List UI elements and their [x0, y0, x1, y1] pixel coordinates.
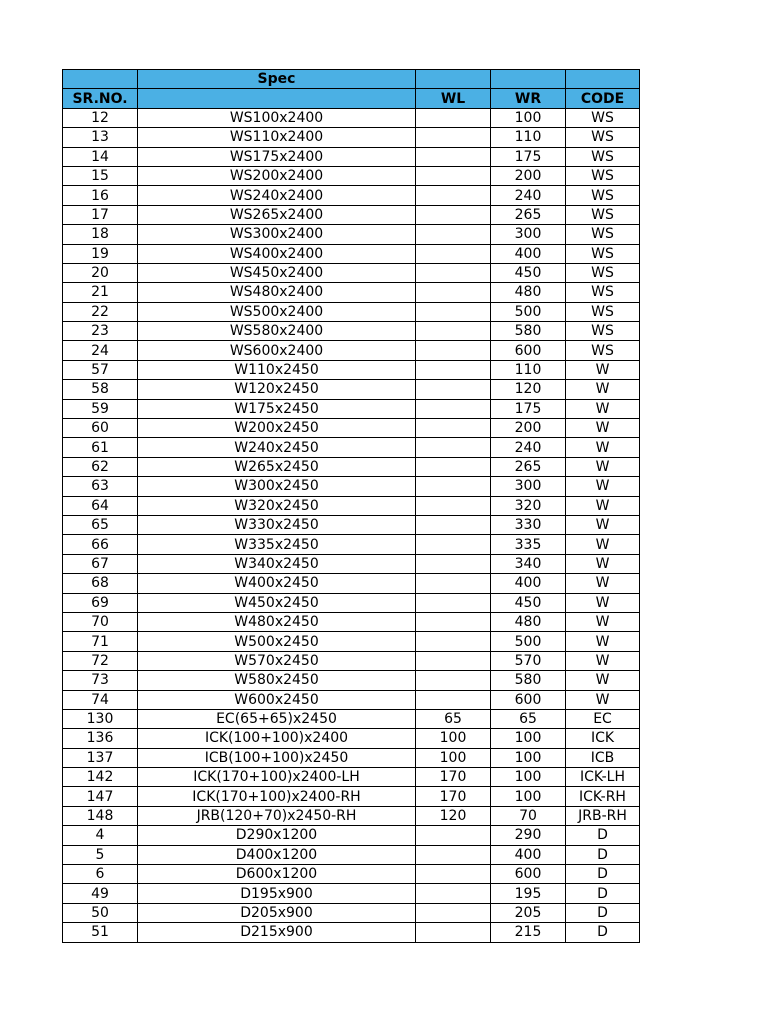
header-cell-sr-no[interactable]: SR.NO. [63, 89, 138, 108]
cell-wr[interactable]: 570 [491, 651, 566, 670]
cell-sr-no[interactable]: 73 [63, 671, 138, 690]
cell-code[interactable]: D [566, 923, 640, 942]
cell-wr[interactable]: 335 [491, 535, 566, 554]
cell-sr-no[interactable]: 71 [63, 632, 138, 651]
table-row [63, 419, 640, 438]
cell-sr-no[interactable]: 6 [63, 865, 138, 884]
header-cell[interactable] [491, 70, 566, 89]
cell-spec[interactable]: D400x1200 [138, 845, 416, 864]
table-row [63, 903, 640, 922]
cell-spec[interactable]: ICB(100+100)x2450 [138, 748, 416, 767]
cell-wr[interactable]: 100 [491, 787, 566, 806]
cell-wl[interactable] [416, 671, 491, 690]
table-row [63, 166, 640, 185]
cell-wr[interactable]: 265 [491, 457, 566, 476]
cell-wl[interactable] [416, 341, 491, 360]
cell-spec[interactable]: W110x2450 [138, 360, 416, 379]
cell-code[interactable]: D [566, 903, 640, 922]
cell-wr[interactable]: 580 [491, 671, 566, 690]
cell-wl[interactable] [416, 457, 491, 476]
table-header [63, 70, 640, 109]
cell-wl[interactable] [416, 690, 491, 709]
cell-code[interactable]: WS [566, 186, 640, 205]
table-row [63, 205, 640, 224]
cell-code[interactable]: WS [566, 322, 640, 341]
cell-sr-no[interactable]: 24 [63, 341, 138, 360]
cell-wl[interactable] [416, 632, 491, 651]
cell-wr[interactable]: 240 [491, 438, 566, 457]
cell-wr[interactable]: 400 [491, 244, 566, 263]
cell-spec[interactable]: D290x1200 [138, 826, 416, 845]
cell-code[interactable]: WS [566, 302, 640, 321]
cell-spec[interactable]: WS400x2400 [138, 244, 416, 263]
cell-code[interactable]: W [566, 419, 640, 438]
cell-spec[interactable]: ICK(170+100)x2400-LH [138, 768, 416, 787]
cell-wr[interactable]: 500 [491, 632, 566, 651]
cell-wl[interactable] [416, 574, 491, 593]
table-row [63, 554, 640, 573]
cell-wr[interactable]: 400 [491, 574, 566, 593]
cell-wr[interactable]: 450 [491, 263, 566, 282]
cell-wl[interactable] [416, 593, 491, 612]
table-row [63, 360, 640, 379]
cell-code[interactable]: W [566, 360, 640, 379]
cell-wr[interactable]: 100 [491, 768, 566, 787]
cell-code[interactable]: D [566, 826, 640, 845]
table-row [63, 651, 640, 670]
cell-wl[interactable] [416, 438, 491, 457]
cell-wl[interactable] [416, 263, 491, 282]
cell-spec[interactable]: W480x2450 [138, 612, 416, 631]
table-row [63, 768, 640, 787]
cell-sr-no[interactable]: 50 [63, 903, 138, 922]
cell-wr[interactable]: 110 [491, 128, 566, 147]
cell-wr[interactable]: 300 [491, 225, 566, 244]
cell-wl[interactable] [416, 515, 491, 534]
cell-wl[interactable] [416, 477, 491, 496]
cell-sr-no[interactable]: 21 [63, 283, 138, 302]
cell-wr[interactable]: 175 [491, 399, 566, 418]
cell-code[interactable]: D [566, 845, 640, 864]
table-row [63, 574, 640, 593]
header-cell[interactable] [566, 70, 640, 89]
table-row [63, 826, 640, 845]
cell-code[interactable]: W [566, 496, 640, 515]
cell-code[interactable]: ICB [566, 748, 640, 767]
cell-wr[interactable]: 500 [491, 302, 566, 321]
cell-sr-no[interactable]: 16 [63, 186, 138, 205]
cell-spec[interactable]: D215x900 [138, 923, 416, 942]
header-cell-spec[interactable]: Spec [138, 70, 416, 89]
cell-spec[interactable]: W330x2450 [138, 515, 416, 534]
cell-wl[interactable]: 65 [416, 709, 491, 728]
cell-sr-no[interactable]: 64 [63, 496, 138, 515]
cell-spec[interactable]: D205x900 [138, 903, 416, 922]
table-body [63, 108, 640, 942]
cell-spec[interactable]: WS240x2400 [138, 186, 416, 205]
cell-wl[interactable] [416, 554, 491, 573]
cell-wr[interactable]: 600 [491, 690, 566, 709]
header-cell[interactable] [63, 70, 138, 89]
cell-code[interactable]: D [566, 884, 640, 903]
cell-wl[interactable] [416, 845, 491, 864]
cell-wr[interactable]: 240 [491, 186, 566, 205]
cell-sr-no[interactable]: 51 [63, 923, 138, 942]
cell-wr[interactable]: 480 [491, 612, 566, 631]
cell-wl[interactable]: 100 [416, 729, 491, 748]
cell-code[interactable]: ICK-RH [566, 787, 640, 806]
cell-wr[interactable]: 100 [491, 748, 566, 767]
cell-spec[interactable]: W265x2450 [138, 457, 416, 476]
cell-wl[interactable] [416, 399, 491, 418]
cell-spec[interactable]: W200x2450 [138, 419, 416, 438]
table-row [63, 671, 640, 690]
cell-spec[interactable]: W500x2450 [138, 632, 416, 651]
table-row [63, 244, 640, 263]
cell-sr-no[interactable]: 66 [63, 535, 138, 554]
cell-sr-no[interactable]: 19 [63, 244, 138, 263]
cell-code[interactable]: WS [566, 128, 640, 147]
cell-spec[interactable]: WS110x2400 [138, 128, 416, 147]
cell-wr[interactable]: 110 [491, 360, 566, 379]
cell-sr-no[interactable]: 12 [63, 108, 138, 127]
cell-sr-no[interactable]: 136 [63, 729, 138, 748]
table-row [63, 147, 640, 166]
cell-code[interactable]: W [566, 690, 640, 709]
cell-wl[interactable] [416, 651, 491, 670]
cell-spec[interactable]: W175x2450 [138, 399, 416, 418]
cell-code[interactable]: WS [566, 225, 640, 244]
table-row [63, 593, 640, 612]
cell-wr[interactable]: 320 [491, 496, 566, 515]
table-row [63, 748, 640, 767]
table-row [63, 225, 640, 244]
cell-code[interactable]: W [566, 535, 640, 554]
cell-spec[interactable]: W300x2450 [138, 477, 416, 496]
cell-wr[interactable]: 600 [491, 865, 566, 884]
cell-code[interactable]: W [566, 632, 640, 651]
cell-wr[interactable]: 200 [491, 419, 566, 438]
cell-code[interactable]: W [566, 671, 640, 690]
table-row [63, 515, 640, 534]
cell-spec[interactable]: WS265x2400 [138, 205, 416, 224]
table-row [63, 709, 640, 728]
cell-sr-no[interactable]: 70 [63, 612, 138, 631]
cell-code[interactable]: W [566, 574, 640, 593]
table-row [63, 186, 640, 205]
table-row [63, 612, 640, 631]
cell-spec[interactable]: WS480x2400 [138, 283, 416, 302]
cell-sr-no[interactable]: 63 [63, 477, 138, 496]
cell-sr-no[interactable]: 69 [63, 593, 138, 612]
cell-sr-no[interactable]: 17 [63, 205, 138, 224]
cell-wr[interactable]: 330 [491, 515, 566, 534]
cell-spec[interactable]: WS175x2400 [138, 147, 416, 166]
table-row [63, 806, 640, 825]
cell-spec[interactable]: WS500x2400 [138, 302, 416, 321]
cell-wl[interactable] [416, 535, 491, 554]
cell-sr-no[interactable]: 62 [63, 457, 138, 476]
cell-spec[interactable]: W580x2450 [138, 671, 416, 690]
cell-spec[interactable]: W335x2450 [138, 535, 416, 554]
cell-spec[interactable]: W570x2450 [138, 651, 416, 670]
cell-wl[interactable]: 170 [416, 787, 491, 806]
cell-spec[interactable]: D600x1200 [138, 865, 416, 884]
cell-code[interactable]: W [566, 612, 640, 631]
cell-spec[interactable]: W120x2450 [138, 380, 416, 399]
cell-wl[interactable] [416, 225, 491, 244]
cell-wr[interactable]: 100 [491, 729, 566, 748]
cell-sr-no[interactable]: 14 [63, 147, 138, 166]
table-row [63, 399, 640, 418]
table-row [63, 496, 640, 515]
table-row [63, 108, 640, 127]
cell-code[interactable]: WS [566, 283, 640, 302]
cell-code[interactable]: WS [566, 263, 640, 282]
table-row [63, 128, 640, 147]
cell-spec[interactable]: ICK(100+100)x2400 [138, 729, 416, 748]
cell-wl[interactable]: 170 [416, 768, 491, 787]
cell-sr-no[interactable]: 67 [63, 554, 138, 573]
header-cell-code[interactable]: CODE [566, 89, 640, 108]
cell-wr[interactable]: 450 [491, 593, 566, 612]
cell-code[interactable]: WS [566, 108, 640, 127]
table-row [63, 632, 640, 651]
cell-spec[interactable]: ICK(170+100)x2400-RH [138, 787, 416, 806]
cell-wl[interactable] [416, 496, 491, 515]
cell-sr-no[interactable]: 74 [63, 690, 138, 709]
cell-wl[interactable] [416, 419, 491, 438]
cell-code[interactable]: W [566, 399, 640, 418]
cell-wl[interactable] [416, 283, 491, 302]
header-row-1 [63, 70, 640, 89]
cell-sr-no[interactable]: 20 [63, 263, 138, 282]
cell-spec[interactable]: WS580x2400 [138, 322, 416, 341]
table-row [63, 787, 640, 806]
cell-sr-no[interactable]: 49 [63, 884, 138, 903]
cell-sr-no[interactable]: 60 [63, 419, 138, 438]
cell-sr-no[interactable]: 57 [63, 360, 138, 379]
table-row [63, 457, 640, 476]
cell-code[interactable]: JRB-RH [566, 806, 640, 825]
cell-sr-no[interactable]: 147 [63, 787, 138, 806]
cell-wr[interactable]: 175 [491, 147, 566, 166]
cell-sr-no[interactable]: 4 [63, 826, 138, 845]
cell-code[interactable]: W [566, 438, 640, 457]
cell-wl[interactable] [416, 884, 491, 903]
cell-sr-no[interactable]: 22 [63, 302, 138, 321]
cell-wl[interactable] [416, 903, 491, 922]
header-cell-wr[interactable]: WR [491, 89, 566, 108]
cell-code[interactable]: ICK [566, 729, 640, 748]
header-cell-wl[interactable]: WL [416, 89, 491, 108]
cell-sr-no[interactable]: 59 [63, 399, 138, 418]
cell-wr[interactable]: 215 [491, 923, 566, 942]
table-row [63, 302, 640, 321]
cell-code[interactable]: W [566, 477, 640, 496]
cell-wr[interactable]: 480 [491, 283, 566, 302]
cell-wr[interactable]: 200 [491, 166, 566, 185]
header-row-2 [63, 89, 640, 108]
cell-wr[interactable]: 70 [491, 806, 566, 825]
cell-sr-no[interactable]: 65 [63, 515, 138, 534]
table-row [63, 380, 640, 399]
cell-spec[interactable]: WS100x2400 [138, 108, 416, 127]
table-row [63, 729, 640, 748]
table-row [63, 341, 640, 360]
cell-wl[interactable] [416, 380, 491, 399]
cell-spec[interactable]: WS300x2400 [138, 225, 416, 244]
cell-sr-no[interactable]: 15 [63, 166, 138, 185]
cell-code[interactable]: W [566, 554, 640, 573]
cell-code[interactable]: WS [566, 205, 640, 224]
cell-code[interactable]: WS [566, 166, 640, 185]
spec-table [62, 69, 640, 943]
cell-sr-no[interactable]: 5 [63, 845, 138, 864]
cell-wl[interactable] [416, 612, 491, 631]
cell-code[interactable]: ICK-LH [566, 768, 640, 787]
cell-wr[interactable]: 65 [491, 709, 566, 728]
cell-wr[interactable]: 300 [491, 477, 566, 496]
cell-wl[interactable] [416, 865, 491, 884]
cell-code[interactable]: W [566, 593, 640, 612]
cell-sr-no[interactable]: 130 [63, 709, 138, 728]
cell-wr[interactable]: 100 [491, 108, 566, 127]
cell-spec[interactable]: W400x2450 [138, 574, 416, 593]
cell-spec[interactable]: JRB(120+70)x2450-RH [138, 806, 416, 825]
header-cell[interactable] [138, 89, 416, 108]
cell-wl[interactable] [416, 360, 491, 379]
table-row [63, 322, 640, 341]
cell-wl[interactable] [416, 108, 491, 127]
cell-wl[interactable] [416, 826, 491, 845]
cell-wl[interactable]: 120 [416, 806, 491, 825]
cell-wl[interactable] [416, 147, 491, 166]
table-row [63, 535, 640, 554]
cell-spec[interactable]: W320x2450 [138, 496, 416, 515]
cell-code[interactable]: W [566, 380, 640, 399]
table-row [63, 477, 640, 496]
cell-wl[interactable]: 100 [416, 748, 491, 767]
cell-code[interactable]: W [566, 651, 640, 670]
cell-spec[interactable]: W600x2450 [138, 690, 416, 709]
cell-sr-no[interactable]: 142 [63, 768, 138, 787]
cell-wl[interactable] [416, 186, 491, 205]
cell-wl[interactable] [416, 128, 491, 147]
cell-code[interactable]: WS [566, 341, 640, 360]
cell-wr[interactable]: 120 [491, 380, 566, 399]
cell-sr-no[interactable]: 13 [63, 128, 138, 147]
cell-sr-no[interactable]: 23 [63, 322, 138, 341]
table-row [63, 438, 640, 457]
cell-wr[interactable]: 290 [491, 826, 566, 845]
table-row [63, 923, 640, 942]
cell-sr-no[interactable]: 148 [63, 806, 138, 825]
cell-wl[interactable] [416, 205, 491, 224]
cell-wl[interactable] [416, 302, 491, 321]
header-cell[interactable] [416, 70, 491, 89]
cell-spec[interactable]: WS200x2400 [138, 166, 416, 185]
cell-sr-no[interactable]: 68 [63, 574, 138, 593]
cell-wr[interactable]: 340 [491, 554, 566, 573]
table-row [63, 865, 640, 884]
cell-code[interactable]: D [566, 865, 640, 884]
cell-spec[interactable]: W240x2450 [138, 438, 416, 457]
cell-spec[interactable]: WS450x2400 [138, 263, 416, 282]
table-row [63, 283, 640, 302]
cell-wr[interactable]: 400 [491, 845, 566, 864]
cell-wr[interactable]: 205 [491, 903, 566, 922]
table-row [63, 263, 640, 282]
cell-wl[interactable] [416, 244, 491, 263]
cell-sr-no[interactable]: 72 [63, 651, 138, 670]
cell-sr-no[interactable]: 61 [63, 438, 138, 457]
cell-spec[interactable]: W450x2450 [138, 593, 416, 612]
table-row [63, 690, 640, 709]
cell-spec[interactable]: WS600x2400 [138, 341, 416, 360]
table-row [63, 884, 640, 903]
cell-code[interactable]: WS [566, 244, 640, 263]
cell-sr-no[interactable]: 58 [63, 380, 138, 399]
cell-wr[interactable]: 265 [491, 205, 566, 224]
cell-spec[interactable]: D195x900 [138, 884, 416, 903]
cell-code[interactable]: W [566, 457, 640, 476]
cell-wl[interactable] [416, 322, 491, 341]
cell-wr[interactable]: 600 [491, 341, 566, 360]
cell-spec[interactable]: W340x2450 [138, 554, 416, 573]
cell-sr-no[interactable]: 18 [63, 225, 138, 244]
cell-code[interactable]: W [566, 515, 640, 534]
cell-spec[interactable]: EC(65+65)x2450 [138, 709, 416, 728]
cell-code[interactable]: EC [566, 709, 640, 728]
cell-wl[interactable] [416, 166, 491, 185]
table-row [63, 845, 640, 864]
cell-code[interactable]: WS [566, 147, 640, 166]
cell-wr[interactable]: 195 [491, 884, 566, 903]
cell-wl[interactable] [416, 923, 491, 942]
cell-sr-no[interactable]: 137 [63, 748, 138, 767]
cell-wr[interactable]: 580 [491, 322, 566, 341]
